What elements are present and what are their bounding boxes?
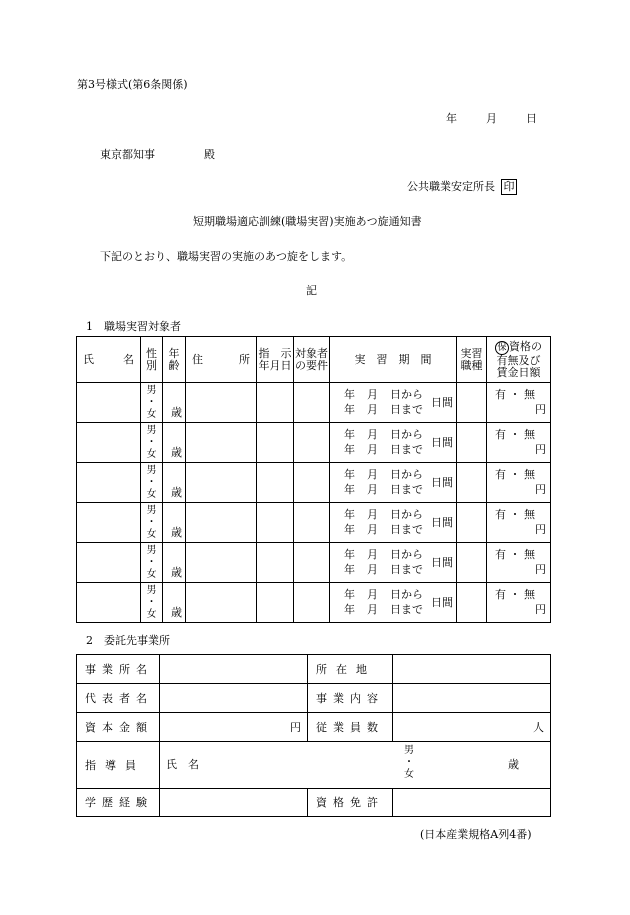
header-qualification: 保 資格の 有無及び 賃金日額 — [487, 337, 551, 383]
office-row-1 — [77, 655, 551, 684]
label-education: 学歴経験 — [77, 789, 160, 817]
cell-age[interactable]: 歳 — [163, 583, 186, 623]
cell-qualification[interactable]: 有 ・ 無 円 — [487, 383, 551, 423]
table-row — [77, 463, 551, 503]
cell-age[interactable]: 歳 — [163, 543, 186, 583]
date-year: 年 — [446, 112, 457, 125]
table-row — [77, 503, 551, 543]
cell-instruction-date[interactable] — [257, 463, 294, 503]
insurance-mark: 保 — [495, 341, 509, 355]
doc-title: 短期職場適応訓練(職場実習)実施あつ旋通知書 — [193, 215, 422, 228]
cell-job-type[interactable] — [457, 383, 487, 423]
office-table — [76, 654, 551, 817]
label-license: 資格免許 — [308, 789, 393, 817]
cell-requirement[interactable] — [294, 543, 330, 583]
cell-age[interactable]: 歳 — [163, 423, 186, 463]
date-line — [446, 110, 537, 126]
cell-address[interactable] — [186, 383, 257, 423]
cell-sex: 男 ・ 女 — [141, 543, 163, 583]
value-business[interactable] — [393, 684, 551, 713]
value-capital[interactable]: 円 — [160, 713, 308, 742]
cell-instruction-date[interactable] — [257, 583, 294, 623]
cell-address[interactable] — [186, 543, 257, 583]
cell-name[interactable] — [77, 583, 141, 623]
value-office-name[interactable] — [160, 655, 308, 684]
cell-qualification[interactable]: 有 ・ 無 円 — [487, 583, 551, 623]
cell-name[interactable] — [77, 503, 141, 543]
value-education[interactable] — [160, 789, 308, 817]
cell-job-type[interactable] — [457, 503, 487, 543]
cell-qualification[interactable]: 有 ・ 無 円 — [487, 503, 551, 543]
sender-title: 公共職業安定所長 — [407, 180, 495, 193]
form-number: 第3号様式(第6条関係) — [77, 78, 188, 91]
cell-age[interactable]: 歳 — [163, 383, 186, 423]
header-name: 氏 名 — [77, 337, 141, 383]
cell-period[interactable]: 年 月 日から 年 月 日まで 日間 — [330, 423, 457, 463]
cell-address[interactable] — [186, 583, 257, 623]
cell-name[interactable] — [77, 463, 141, 503]
target-table — [76, 336, 551, 623]
table-row — [77, 543, 551, 583]
table-row — [77, 423, 551, 463]
value-license[interactable] — [393, 789, 551, 817]
ki-mark: 記 — [306, 284, 317, 297]
sender — [407, 178, 517, 195]
office-row-3 — [77, 713, 551, 742]
office-row-2 — [77, 684, 551, 713]
cell-address[interactable] — [186, 423, 257, 463]
instructor-name-label: 氏 名 — [166, 758, 199, 771]
cell-name[interactable] — [77, 383, 141, 423]
cell-qualification[interactable]: 有 ・ 無 円 — [487, 543, 551, 583]
office-row-4 — [77, 742, 551, 789]
cell-job-type[interactable] — [457, 543, 487, 583]
header-requirement: 対象者 の要件 — [294, 337, 330, 383]
cell-requirement[interactable] — [294, 503, 330, 543]
cell-job-type[interactable] — [457, 463, 487, 503]
instructor-age-unit: 歳 — [508, 758, 519, 771]
cell-name[interactable] — [77, 423, 141, 463]
table-row — [77, 583, 551, 623]
footer-note: (日本産業規格A列4番) — [420, 828, 532, 841]
cell-address[interactable] — [186, 463, 257, 503]
section1-title: 1 職場実習対象者 — [86, 320, 181, 333]
header-job-type: 実習 職種 — [457, 337, 487, 383]
header-instruction-date: 指 示 年月日 — [257, 337, 294, 383]
addressee-suffix: 殿 — [204, 148, 215, 161]
cell-sex: 男 ・ 女 — [141, 583, 163, 623]
cell-instruction-date[interactable] — [257, 383, 294, 423]
cell-requirement[interactable] — [294, 463, 330, 503]
cell-instruction-date[interactable] — [257, 423, 294, 463]
addressee — [100, 146, 215, 162]
date-day: 日 — [526, 112, 537, 125]
label-capital: 資本金額 — [77, 713, 160, 742]
label-location: 所在地 — [308, 655, 393, 684]
addressee-name: 東京都知事 — [100, 148, 155, 161]
cell-instruction-date[interactable] — [257, 543, 294, 583]
cell-period[interactable]: 年 月 日から 年 月 日まで 日間 — [330, 383, 457, 423]
table-row — [77, 383, 551, 423]
cell-address[interactable] — [186, 503, 257, 543]
cell-instruction-date[interactable] — [257, 503, 294, 543]
header-address: 住 所 — [186, 337, 257, 383]
cell-sex: 男 ・ 女 — [141, 383, 163, 423]
value-location[interactable] — [393, 655, 551, 684]
label-employees: 従業員数 — [308, 713, 393, 742]
section2-title: 2 委託先事業所 — [86, 634, 170, 647]
label-office-name: 事業所名 — [77, 655, 160, 684]
cell-age[interactable]: 歳 — [163, 503, 186, 543]
office-row-5 — [77, 789, 551, 817]
label-instructor: 指導員 — [77, 742, 160, 789]
table-header-row — [77, 337, 551, 383]
cell-name[interactable] — [77, 543, 141, 583]
cell-job-type[interactable] — [457, 423, 487, 463]
seal-box: 印 — [501, 179, 517, 195]
cell-age[interactable]: 歳 — [163, 463, 186, 503]
cell-requirement[interactable] — [294, 383, 330, 423]
header-period: 実 習 期 間 — [330, 337, 457, 383]
cell-qualification[interactable]: 有 ・ 無 円 — [487, 463, 551, 503]
cell-period[interactable]: 年 月 日から 年 月 日まで 日間 — [330, 543, 457, 583]
cell-period[interactable]: 年 月 日から 年 月 日まで 日間 — [330, 583, 457, 623]
instructor-sex: 男 ・ 女 — [404, 745, 414, 780]
date-month: 月 — [486, 112, 497, 125]
label-business: 事業内容 — [308, 684, 393, 713]
cell-requirement[interactable] — [294, 583, 330, 623]
intro-text: 下記のとおり、職場実習の実施のあつ旋をします。 — [100, 250, 353, 263]
cell-sex: 男 ・ 女 — [141, 423, 163, 463]
header-sex: 性 別 — [141, 337, 163, 383]
cell-requirement[interactable] — [294, 423, 330, 463]
label-representative: 代表者名 — [77, 684, 160, 713]
cell-qualification[interactable]: 有 ・ 無 円 — [487, 423, 551, 463]
value-instructor[interactable] — [160, 742, 551, 789]
cell-sex: 男 ・ 女 — [141, 503, 163, 543]
value-representative[interactable] — [160, 684, 308, 713]
value-employees[interactable]: 人 — [393, 713, 551, 742]
cell-period[interactable]: 年 月 日から 年 月 日まで 日間 — [330, 463, 457, 503]
cell-period[interactable]: 年 月 日から 年 月 日まで 日間 — [330, 503, 457, 543]
header-age: 年 齢 — [163, 337, 186, 383]
cell-job-type[interactable] — [457, 583, 487, 623]
cell-sex: 男 ・ 女 — [141, 463, 163, 503]
